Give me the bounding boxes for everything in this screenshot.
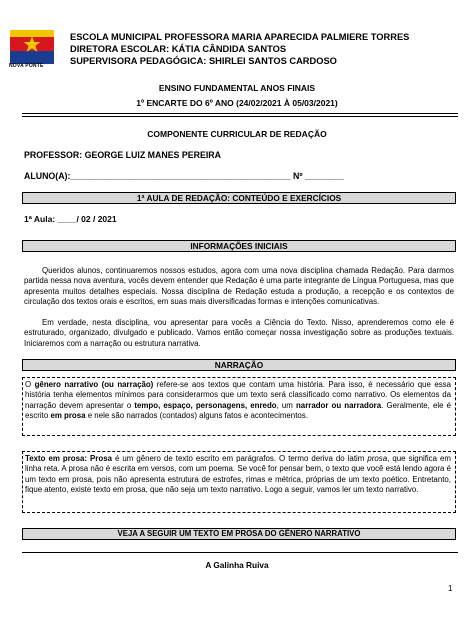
narrative-definition-text: O gênero narrativo (ou narração) refere-se aos textos que contam uma história. Para isso, é necessário que essa história tenha elementos mínimos para considerarmos que um texto será classificado como narrativo. Os elementos da narração devem apresentar o tempo, espaço, personagens, enredo, um narrador ou narradora. Geralmente, ele é escrito em prosa e nele são narrados (contados) alguns fatos e acontecimentos. <box>25 380 452 421</box>
supervisor-line: SUPERVISORA PEDAGÓGICA: SHIRLEI SANTOS CARDOSO <box>70 56 337 66</box>
prose-definition-text: Texto em prosa: Prosa é um gênero de texto escrito em parágrafos. O termo deriva do latim prosa, que significa em linha reta. A prosa não é escrita em versos, com um poema. Se você for pensar bem, o texto que você está lendo agora é um texto em prosa, pois não apresenta estrutura de estrofes, rimas e métrica, próprias de um texto poético. Entretanto, fique atento, existe texto em prosa, que não seja um texto narrativo. Logo a seguir, vamos ler um texto narrativo. <box>25 454 451 495</box>
teacher-line: PROFESSOR: GEORGE LUIZ MANES PEREIRA <box>24 150 221 160</box>
curricular-component: COMPONENTE CURRICULAR DE REDAÇÃO <box>147 129 327 139</box>
school-name: ESCOLA MUNICIPAL PROFESSORA MARIA APARECIDA PALMIERE TORRES <box>70 32 410 42</box>
logo-label: NOVA PONTE <box>9 63 44 69</box>
divider <box>22 113 458 114</box>
education-level: ENSINO FUNDAMENTAL ANOS FINAIS <box>158 83 316 93</box>
student-line: ALUNO(A):_____________________________________________ Nº ________ <box>24 171 345 181</box>
lesson-banner: 1ª AULA DE REDAÇÃO: CONTEÚDO E EXERCÍCIOS <box>22 192 456 204</box>
story-title: A Galinha Ruiva <box>205 560 269 570</box>
lesson-date: 1ª Aula: ____/ 02 / 2021 <box>24 214 117 224</box>
encarte-title: 1º ENCARTE DO 6º ANO (24/02/2021 À 05/03/2021) <box>136 98 338 108</box>
divider <box>22 116 458 117</box>
nova-ponte-flag-logo <box>10 30 54 64</box>
info-paragraph-1: Queridos alunos, continuaremos nossos estudos, agora com uma nova disciplina chamada Redação. Para darmos partida nessa nova aventura, vocês devem entender que Redação é uma parte integrante de Língua Portuguesa, mas que apresenta muitos detalhes especiais. Nossa disciplina de Redação estuda a produção, a recepção e os contextos de circulação dos textos orais e escritos, em suas mais diversificadas formas e intenções comunicativas. <box>24 266 454 307</box>
director-line: DIRETORA ESCOLAR: KÁTIA CÂNDIDA SANTOS <box>70 44 287 54</box>
narrative-example-banner: VEJA A SEGUIR UM TEXTO EM PROSA DO GÊNERO NARRATIVO <box>22 528 456 540</box>
narrative-definition-box <box>22 377 456 436</box>
narracao-section-title: NARRAÇÃO <box>22 359 456 371</box>
page-number: 1 <box>448 584 453 593</box>
info-section-title: INFORMAÇÕES INICIAIS <box>22 240 456 252</box>
info-paragraph-2: Em verdade, nesta disciplina, vou apresentar para vocês a Ciência do Texto. Nisso, aprenderemos como ele é estruturado, organizado, divulgado e publicado. Vamos então começar nossa investigação sobre as produções textuais. Iniciaremos com a narração ou estrutura narrativa. <box>24 318 454 348</box>
prose-definition-box <box>22 451 456 513</box>
divider <box>22 552 458 553</box>
